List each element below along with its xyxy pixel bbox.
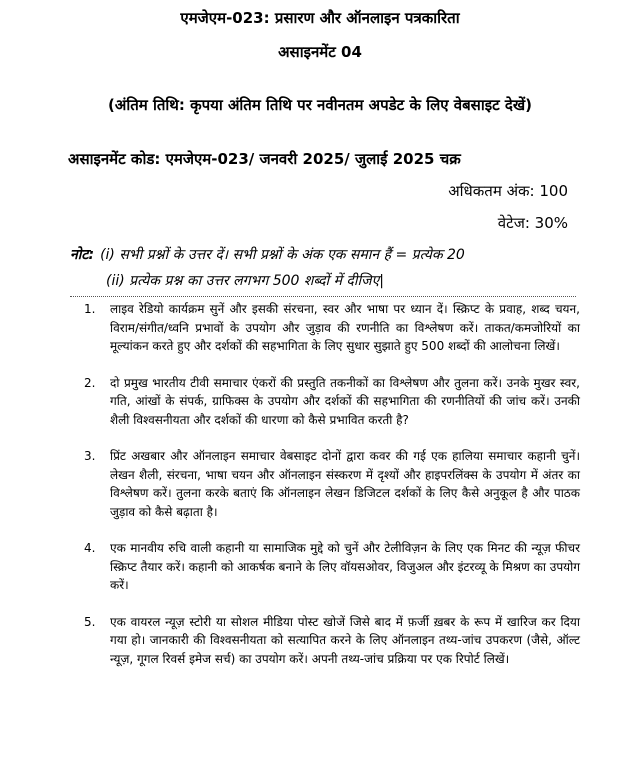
question-item <box>80 374 580 430</box>
question-item <box>80 613 580 669</box>
question-number: 1. <box>84 302 96 316</box>
question-item <box>80 447 580 521</box>
course-title: एमजेएम-023: प्रसारण और ऑनलाइन पत्रकारिता <box>180 9 460 27</box>
assignment-title: असाइनमेंट 04 <box>278 43 362 61</box>
question-text: प्रिंट अखबार और ऑनलाइन समाचार वेबसाइट दोनों द्वारा कवर की गई एक हालिया समाचार कहानी चुनें। लेखन शैली, संरचना, भाषा चयन और ऑनलाइन संस्करण में दृश्यों और हाइपरलिंक्स के उपयोग में अंतर का विश्लेषण करें। तुलना करके बताएं कि ऑनलाइन लेखन डिजिटल दर्शकों के लिए कैसे अनुकूल है और पाठक जुड़ाव को कैसे बढ़ाता है। <box>110 449 580 519</box>
question-text: दो प्रमुख भारतीय टीवी समाचार एंकरों की प्रस्तुति तकनीकों का विश्लेषण और तुलना करें। उनके मुखर स्वर, गति, आंखों के संपर्क, ग्राफिक्स के उपयोग और दर्शकों की सहभागिता की रणनीतियों की जांच करें। उनकी शैली विश्वसनीयता और दर्शकों की धारणा को कैसे प्रभावित करती है? <box>110 375 580 427</box>
assignment-code: असाइनमेंट कोड: एमजेएम-023/ जनवरी 2025/ जुलाई 2025 चक्र <box>68 150 461 168</box>
question-number: 3. <box>84 449 96 463</box>
weightage: वेटेज: 30% <box>497 214 568 232</box>
question-number: 2. <box>84 375 96 390</box>
note-text-1: (i) सभी प्रश्नों के उत्तर दें। सभी प्रश्नों के अंक एक समान हैं = प्रत्येक 20 <box>100 247 465 263</box>
note-line-2: (ii) प्रत्येक प्रश्न का उत्तर लगभग 500 शब्दों में दीजिए| <box>106 273 384 289</box>
question-text: लाइव रेडियो कार्यक्रम सुनें और इसकी संरचना, स्वर और भाषा पर ध्यान दें। स्क्रिप्ट के प्रवाह, शब्द चयन, विराम/संगीत/ध्वनि प्रभावों के उपयोग और जुड़ाव की रणनीति का विश्लेषण करें। ताकत/कमजोरियों का मूल्यांकन करते हुए और दर्शकों की सहभागिता के लिए सुधार सुझाते हुए 500 शब्दों की आलोचना लिखें। <box>110 302 580 353</box>
question-item <box>80 300 580 356</box>
max-marks: अधिकतम अंक: 100 <box>448 182 568 200</box>
question-number: 5. <box>84 614 96 629</box>
question-list <box>80 300 580 668</box>
note-label: नोट: <box>70 247 95 263</box>
question-text: एक मानवीय रुचि वाली कहानी या सामाजिक मुद्दे को चुनें और टेलीविज़न के लिए एक मिनट की न्यूज़ फीचर स्क्रिप्ट तैयार करें। कहानी को आकर्षक बनाने के लिए वॉयसओवर, विजुअल और इंटरव्यू के मिश्रण का उपयोग करें। <box>110 541 580 592</box>
divider <box>70 296 576 297</box>
question-item <box>80 539 580 595</box>
deadline-note: (अंतिम तिथि: कृपया अंतिम तिथि पर नवीनतम अपडेट के लिए वेबसाइट देखें) <box>108 96 532 114</box>
question-text: एक वायरल न्यूज़ स्टोरी या सोशल मीडिया पोस्ट खोजें जिसे बाद में फ़र्जी ख़बर के रूप में खारिज कर दिया गया हो। जानकारी की विश्वसनीयता को सत्यापित करने के लिए ऑनलाइन तथ्य-जांच उपकरण (जैसे, ऑल्ट न्यूज़, गूगल रिवर्स इमेज सर्च) का उपयोग करें। अपनी तथ्य-जांच प्रक्रिया पर एक रिपोर्ट लिखें। <box>110 614 580 666</box>
question-number: 4. <box>84 541 96 555</box>
note-line-1 <box>70 245 465 264</box>
